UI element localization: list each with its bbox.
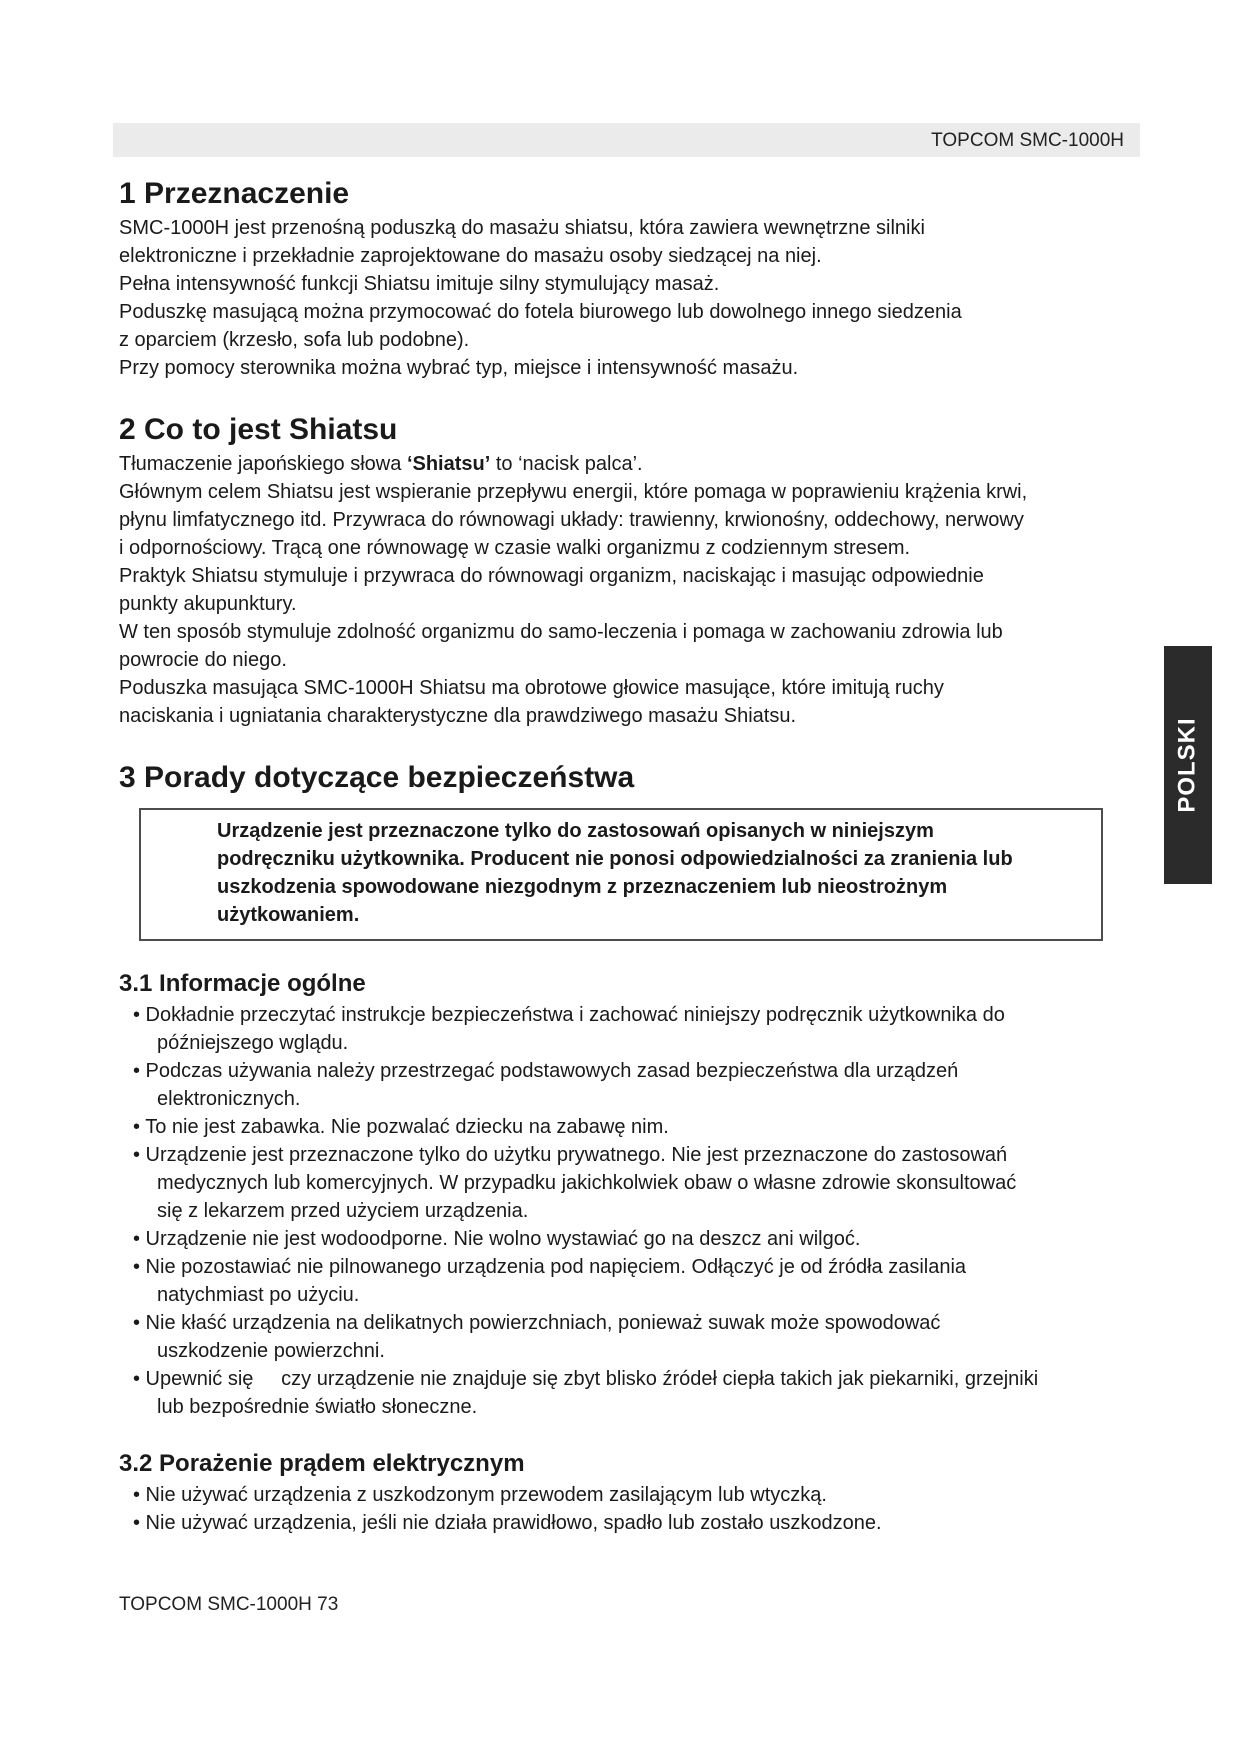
language-tab: [1164, 646, 1212, 884]
list-item-line: • Urządzenie nie jest wodoodporne. Nie wolno wystawiać go na deszcz ani wilgoć.: [133, 1228, 861, 1250]
list-item-line: • To nie jest zabawka. Nie pozwalać dziecku na zabawę nim.: [133, 1116, 669, 1138]
paragraph-line: Poduszka masująca SMC-1000H Shiatsu ma obrotowe głowice masujące, które imitują ruchy: [119, 677, 944, 699]
intro-bold-term: ‘Shiatsu’: [406, 453, 491, 475]
running-header: [113, 123, 1140, 157]
paragraph-line: płynu limfatycznego itd. Przywraca do równowagi układy: trawienny, krwionośny, oddechowy, nerwowy: [119, 509, 1024, 531]
list-item-line: elektronicznych.: [157, 1088, 301, 1110]
intro-text-end: to ‘nacisk palca’.: [490, 453, 643, 475]
list-item-line: • Nie pozostawiać nie pilnowanego urządzenia pod napięciem. Odłączyć je od źródła zasilania: [133, 1256, 967, 1278]
list-item-line: natychmiast po użyciu.: [157, 1284, 360, 1306]
page-footer: TOPCOM SMC-1000H 73: [119, 1594, 339, 1615]
paragraph-line: [119, 450, 1139, 478]
intro-text: Tłumaczenie japońskiego słowa: [119, 453, 407, 475]
paragraph-line: elektroniczne i przekładnie zaprojektowane do masażu osoby siedzącej na niej.: [119, 245, 822, 267]
paragraph-line: punkty akupunktury.: [119, 593, 297, 615]
warning-line: podręczniku użytkownika. Producent nie ponosi odpowiedzialności za zranienia lub: [217, 848, 1013, 870]
list-item-line: • Dokładnie przeczytać instrukcje bezpieczeństwa i zachować niniejszy podręcznik użytkownika do: [133, 1004, 1005, 1026]
list-item: [119, 1225, 1139, 1253]
section-2-body: [119, 450, 1139, 730]
paragraph-line: naciskania i ugniatania charakterystyczne dla prawdziwego masażu Shiatsu.: [119, 705, 797, 727]
warning-line: uszkodzenia spowodowane niezgodnym z przeznaczeniem lub nieostrożnym: [217, 876, 948, 898]
warning-line: Urządzenie jest przeznaczone tylko do zastosowań opisanych w niniejszym: [217, 820, 934, 842]
list-item: • Nie używać urządzenia, jeśli nie działa prawidłowo, spadło lub zostało uszkodzone.: [133, 1512, 882, 1534]
section-1-body: [119, 214, 1139, 382]
electric-shock-list: [119, 1481, 1139, 1537]
paragraph-line: SMC-1000H jest przenośną poduszką do masażu shiatsu, która zawiera wewnętrzne silniki: [119, 217, 925, 239]
list-item-line: późniejszego wglądu.: [157, 1032, 349, 1054]
section-2-title: 2 Co to jest Shiatsu: [119, 413, 398, 446]
paragraph-line: W ten sposób stymuluje zdolność organizmu do samo-leczenia i pomaga w zachowaniu zdrowia lub: [119, 621, 1003, 643]
section-3-1-title: 3.1 Informacje ogólne: [119, 970, 366, 997]
section-1-title: 1 Przeznaczenie: [119, 177, 350, 210]
list-item-line: • Podczas używania należy przestrzegać podstawowych zasad bezpieczeństwa dla urządzeń: [133, 1060, 959, 1082]
list-item-line: medycznych lub komercyjnych. W przypadku jakichkolwiek obaw o własne zdrowie skonsultować: [157, 1172, 1017, 1194]
list-item-line: uszkodzenie powierzchni.: [157, 1340, 385, 1362]
warning-box: [139, 808, 1103, 941]
list-item: [119, 1141, 1139, 1225]
list-item: [119, 1309, 1139, 1365]
paragraph-line: i odpornościowy. Trącą one równowagę w czasie walki organizmu z codziennym stresem.: [119, 537, 911, 559]
list-item-line: • Urządzenie jest przeznaczone tylko do użytku prywatnego. Nie jest przeznaczone do zastosowań: [133, 1144, 1008, 1166]
list-item-line: się z lekarzem przed użyciem urządzenia.: [157, 1200, 529, 1222]
list-item-line: • Nie kłaść urządzenia na delikatnych powierzchniach, ponieważ suwak może spowodować: [133, 1312, 941, 1334]
paragraph-line: Przy pomocy sterownika można wybrać typ, miejsce i intensywność masażu.: [119, 357, 799, 379]
header-model: TOPCOM SMC-1000H: [931, 130, 1124, 151]
paragraph-line: powrocie do niego.: [119, 649, 287, 671]
list-item: [119, 1365, 1139, 1421]
list-item-line: • Upewnić się czy urządzenie nie znajduje się zbyt blisko źródeł ciepła takich jak piekarniki, grzejniki: [133, 1368, 1039, 1390]
section-3-title: 3 Porady dotyczące bezpieczeństwa: [119, 761, 635, 794]
general-info-list: [119, 1001, 1139, 1421]
language-tab-label: POLSKI: [1174, 717, 1201, 813]
paragraph-line: Pełna intensywność funkcji Shiatsu imituje silny stymulujący masaż.: [119, 273, 720, 295]
list-item: • Nie używać urządzenia z uszkodzonym przewodem zasilającym lub wtyczką.: [133, 1484, 827, 1506]
paragraph-line: Praktyk Shiatsu stymuluje i przywraca do równowagi organizm, naciskając i masując odpowiednie: [119, 565, 984, 587]
paragraph-line: Głównym celem Shiatsu jest wspieranie przepływu energii, które pomaga w poprawieniu krążenia krwi,: [119, 481, 1028, 503]
list-item: [119, 1113, 1139, 1141]
page-content: [119, 174, 1139, 1537]
section-3-2-title: 3.2 Porażenie prądem elektrycznym: [119, 1450, 525, 1477]
list-item-line: lub bezpośrednie światło słoneczne.: [157, 1396, 478, 1418]
list-item: [119, 1253, 1139, 1309]
list-item: [119, 1001, 1139, 1057]
paragraph-line: z oparciem (krzesło, sofa lub podobne).: [119, 329, 470, 351]
paragraph-line: Poduszkę masującą można przymocować do fotela biurowego lub dowolnego innego siedzenia: [119, 301, 962, 323]
warning-line: użytkowaniem.: [217, 904, 360, 926]
list-item: [119, 1057, 1139, 1113]
